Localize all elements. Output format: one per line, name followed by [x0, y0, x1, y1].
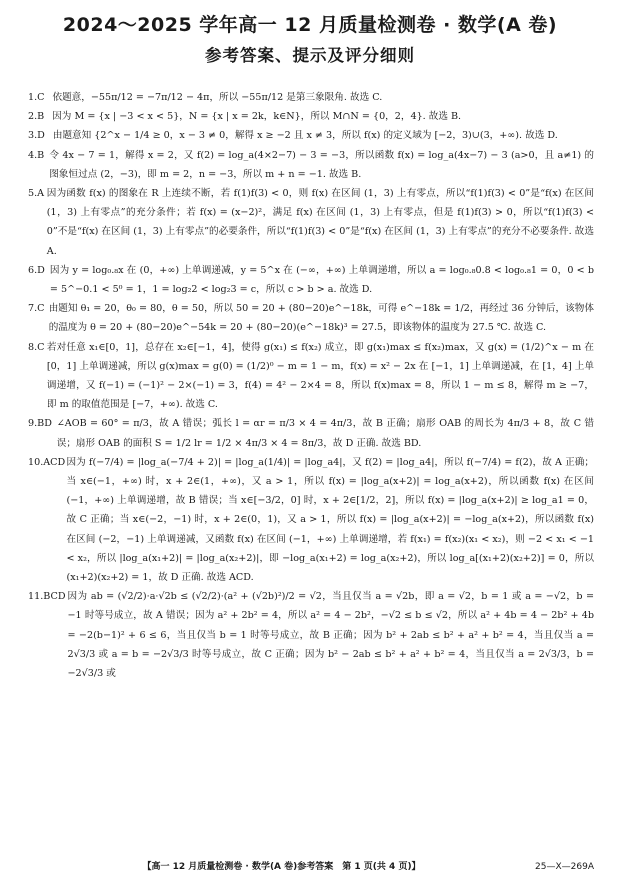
answer-text: 若对任意 x₁∈[0，1]，总存在 x₂∈[−1，4]，使得 g(x₁) ≤ f(x₂) 成立，即 g(x₁)max ≤ f(x₂)max，又 g(x) = (1/2)^x − m 在 [0，1] 上单调递减，所以 g(x)max = g(0) = (1/2)⁰ − m = 1 − m，f(x) = x² − 2x 在 [−1，1] 上单调递减，在 [1，4] 上单调递增，又 f(−1) = (−1)² − 2×(−1) = 3，f(4) = 4² − 2×4 = 8，所以 f(x)max = 8，所以 1 − m ≤ 8，解得 m ≥ −7，即 m 的取值范围是 [−7，+∞). 故选 C. [46, 341, 594, 411]
footer-page-label: 【高一 12 月质量检测卷 · 数学(A 卷)参考答案 第 1 页(共 4 页)】 [142, 862, 421, 872]
answer-item-10 [28, 453, 594, 587]
page-title: 2024～2025 学年高一 12 月质量检测卷 · 数学(A 卷) [62, 14, 558, 36]
answer-text: 由题知 θ₁ = 20，θ₀ = 80，θ = 50，所以 50 = 20 + (80−20)e^−18k，可得 e^−18k = 1/2，再经过 36 分钟后，该物体的温度为 θ = 20 + (80−20)e^−54k = 20 + (80−20)(e^−18k)³ = 27.5，即该物体的温度为 27.5 ℃. 故选 C. [48, 303, 594, 334]
answer-number: 2.B [28, 111, 45, 123]
answer-item-11 [28, 587, 594, 683]
answer-text: 因为 y = log₀.₈x 在 (0，+∞) 上单调递减，y = 5^x 在 (−∞，+∞) 上单调递增，所以 a = log₀.₈0.8 < log₀.₈1 = 0，0 < b = 5^−0.1 < 5⁰ = 1，1 = log₂2 < log₂3 = c，所以 c > b > a. 故选 D. [49, 264, 594, 296]
answer-text: 因为 M = {x | −3 < x < 5}，N = {x | x = 2k，k∈N}，所以 M∩N = {0，2，4}. 故选 B. [52, 111, 462, 123]
answer-number: 1.C [28, 92, 45, 103]
answer-number: 11.BCD [28, 591, 66, 603]
answer-number: 7.C [28, 303, 45, 315]
answer-item-2 [28, 107, 594, 126]
answer-text: 依题意，−55π/12 = −7π/12 − 4π，所以 −55π/12 是第三象限角. 故选 C. [52, 92, 383, 103]
answer-number: 9.BD [28, 418, 52, 430]
answer-item-1 [28, 88, 594, 107]
answer-text: 因为 f(−7/4) = |log_a(−7/4 + 2)| = |log_a(1/4)| = |log_a4|，又 f(2) = |log_a4|，所以 f(−7/4) = f(2)，故 A 正确；当 x∈(−1，+∞) 时，x + 2∈(1，+∞)，又 a > 1，所以 f(x) = |log_a(x+2)| = log_a(x+2)，所以函数 f(x) 在区间 (−1，+∞) 上单调递增，故 B 错误；当 x∈[−3/2，0] 时，x + 2∈[1/2，2]，所以 f(x) = |log_a(x+2)| ≥ log_a1 = 0，故 C 正确；当 x∈(−2，−1) 时，x + 2∈(0，1)，又 a > 1，所以 f(x) = |log_a(x+2)| = −log_a(x+2)，所以函数 f(x) 在区间 (−2，−1) 上单调递减，又函数 f(x) 在区间 (−1，+∞) 上单调递增，若 f(x₁) = f(x₂)(x₁ < x₂)，则 −2 < x₁ < −1 < x₂，所以 |log_a(x₁+2)| = |log_a(x₂+2)|，即 −log_a(x₁+2) = log_a(x₂+2)，所以 log_a[(x₁+2)(x₂+2)] = 0，所以 (x₁+2)(x₂+2) = 1，故 D 正确. 故选 ACD. [66, 456, 594, 584]
answer-text: 因为函数 f(x) 的图象在 R 上连续不断，若 f(1)f(3) < 0，则 f(x) 在区间 (1，3) 上有零点，所以“f(1)f(3) < 0”是“f(x) 在区间 (1，3) 上有零点”的充分条件；若 f(x) = (x−2)²，满足 f(x) 在区间 (1，3) 上有零点，但是 f(1)f(3) > 0，所以“f(1)f(3) < 0”不是“f(x) 在区间 (1，3) 上有零点”的必要条件，所以“f(1)f(3) < 0”是“f(x) 在区间 (1，3) 上有零点”的充分不必要条件. 故选 A. [46, 188, 594, 257]
answer-list [28, 88, 594, 683]
answer-number: 8.C [28, 341, 45, 353]
answer-number: 5.A [28, 188, 45, 200]
answer-text: 因为 ab = (√2/2)·a·√2b ≤ (√2/2)·(a² + (√2b)²)/2 = √2，当且仅当 a = √2b，即 a = √2，b = 1 或 a = −√2，b = −1 时等号成立，故 A 错误；因为 a² + 2b² = 4，所以 a² = 4 − 2b²，−√2 ≤ b ≤ √2，所以 a² + 4b = 4 − 2b² + 4b = −2(b−1)² + 6 ≤ 6，当且仅当 b = 1 时等号成立，故 B 正确；因为 b² + 2ab ≤ b² + a² + b² = 4，当且仅当 a = 2√3/3 或 a = b = −2√3/3 时等号成立，故 C 正确；因为 b² − 2ab ≤ b² + a² + b² = 4，当且仅当 a = 2√3/3，b = −2√3/3 或 [67, 591, 594, 680]
page-subtitle: 参考答案、提示及评分细则 [205, 46, 415, 65]
answer-item-6 [28, 261, 594, 299]
answer-item-8 [28, 338, 594, 415]
answer-number: 4.B [28, 149, 45, 161]
answer-number: 10.ACD [28, 456, 66, 468]
answer-text: 由题意知 {2^x − 1/4 ≥ 0，x − 3 ≠ 0，解得 x ≥ −2 且 x ≠ 3，所以 f(x) 的定义域为 [−2，3)∪(3，+∞). 故选 D. [52, 130, 558, 142]
answer-text: 令 4x − 7 = 1，解得 x = 2，又 f(2) = log_a(4×2−7) − 3 = −3，所以函数 f(x) = log_a(4x−7) − 3 (a>0，且 a≠1) 的图象恒过点 (2，−3)，即 m = 2，n = −3，所以 m + n = −1. 故选 B. [49, 149, 594, 180]
answer-item-9 [28, 414, 594, 452]
answer-item-4 [28, 146, 594, 184]
answer-text: ∠AOB = 60° = π/3，故 A 错误；弧长 l = αr = π/3 × 4 = 4π/3，故 B 正确；扇形 OAB 的周长为 4π/3 + 8，故 C 错误；扇形 OAB 的面积 S = 1/2 lr = 1/2 × 4π/3 × 4 = 8π/3，故 D 正确. 故选 BD. [56, 418, 594, 449]
answer-item-3 [28, 126, 594, 145]
answer-number: 3.D [28, 130, 45, 142]
footer-code: 25—X—269A [535, 862, 594, 872]
answer-item-7 [28, 299, 594, 337]
answer-number: 6.D [28, 264, 45, 276]
answer-item-5 [28, 184, 594, 261]
page-footer [28, 861, 594, 873]
